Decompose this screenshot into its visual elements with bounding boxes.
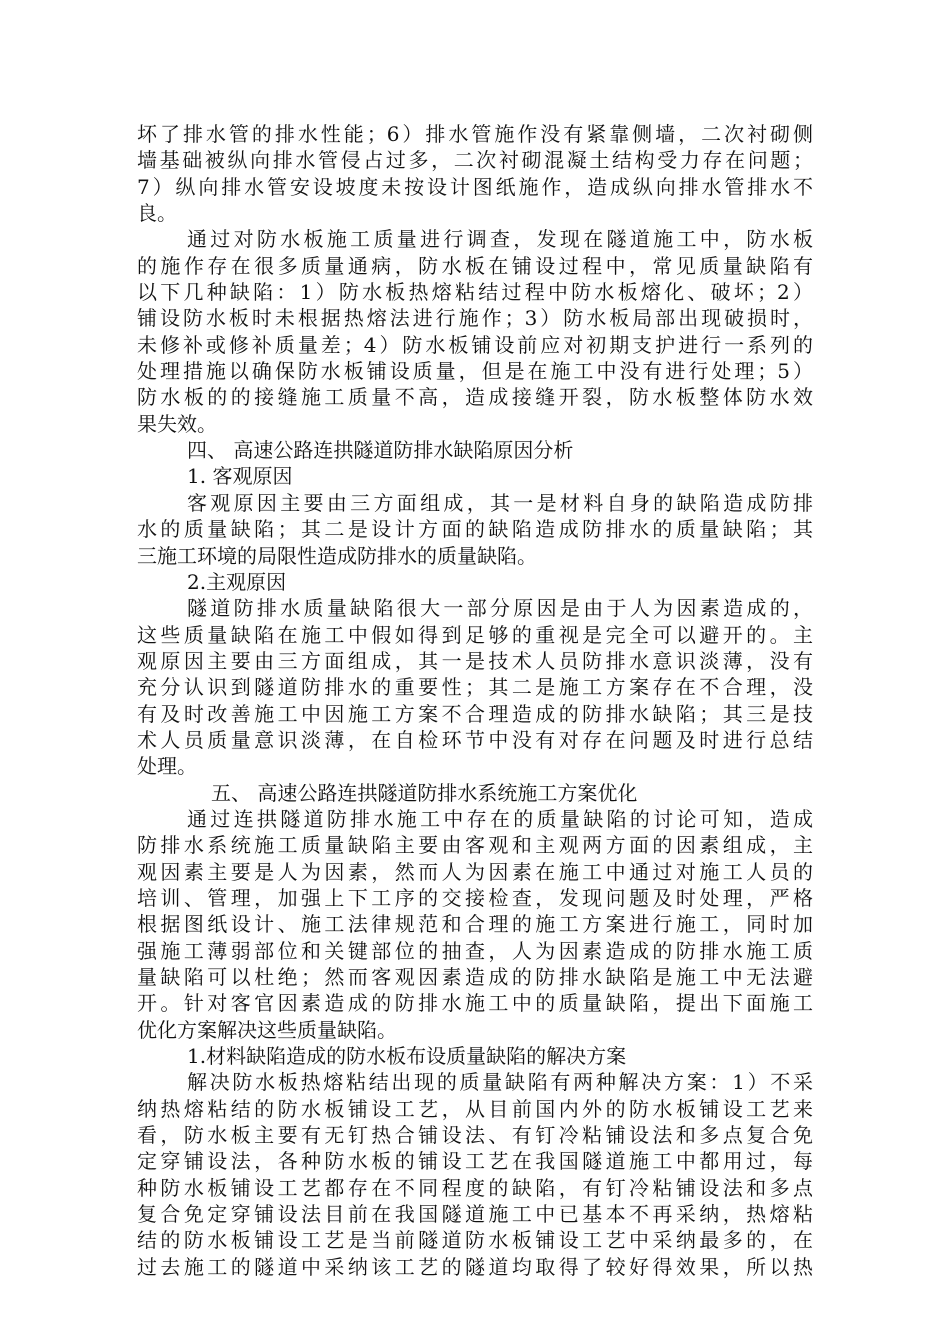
text-line: 隧道防排水质量缺陷很大一部分原因是由于人为因素造成的， bbox=[187, 596, 813, 621]
text-line: 观原因主要由三方面组成，其一是技术人员防排水意识淡薄，没有 bbox=[137, 648, 813, 673]
text-line: 这些质量缺陷在施工中假如得到足够的重视是完全可以避开的。主 bbox=[137, 622, 813, 647]
text-line: 未修补或修补质量差；4）防水板铺设前应对初期支护进行一系列的 bbox=[137, 332, 813, 357]
text-line: 坏了排水管的排水性能；6）排水管施作没有紧靠侧墙，二次衬砌侧 bbox=[137, 122, 813, 146]
text-line: 防排水系统施工质量缺陷主要由客观和主观两方面的因素组成，主 bbox=[137, 833, 813, 858]
text-line: 充分认识到隧道防排水的重要性；其二是施工方案存在不合理，没 bbox=[137, 675, 813, 700]
text-line: 2.主观原因 bbox=[187, 569, 287, 594]
text-line: 良。 bbox=[137, 201, 177, 226]
text-line: 客观原因主要由三方面组成，其一是材料自身的缺陷造成防排 bbox=[187, 490, 813, 515]
document-page bbox=[137, 121, 813, 1280]
text-line: 有及时改善施工中因施工方案不合理造成的防排水缺陷；其三是技 bbox=[137, 701, 813, 726]
text-line: 复合免定穿铺设法目前在我国隧道施工中已基本不再采纳，热熔粘 bbox=[137, 1202, 813, 1227]
text-line: 结的防水板铺设工艺是当前隧道防水板铺设工艺中采纳最多的，在 bbox=[137, 1228, 813, 1253]
text-line: 术人员质量意识淡薄，在自检环节中没有对存在问题及时进行总结 bbox=[137, 727, 813, 752]
text-line: 果失效。 bbox=[137, 411, 217, 436]
text-line: 7）纵向排水管安设坡度未按设计图纸施作，造成纵向排水管排水不 bbox=[137, 174, 813, 199]
text-line: 观因素主要是人为因素，然而人为因素在施工中通过对施工人员的 bbox=[137, 859, 813, 884]
text-line: 处理措施以确保防水板铺设质量，但是在施工中没有进行处理；5） bbox=[137, 359, 813, 384]
text-line: 铺设防水板时未根据热熔法进行施作；3）防水板局部出现破损时， bbox=[137, 306, 813, 331]
text-line: 防水板的的接缝施工质量不高，造成接缝开裂，防水板整体防水效 bbox=[137, 385, 813, 410]
text-line: 通过对防水板施工质量进行调查，发现在隧道施工中，防水板 bbox=[187, 227, 813, 252]
text-line: 看，防水板主要有无钉热合铺设法、有钉冷粘铺设法和多点复合免 bbox=[137, 1123, 813, 1148]
text-line: 开。针对客官因素造成的防排水施工中的质量缺陷，提出下面施工 bbox=[137, 991, 813, 1016]
text-line: 过去施工的隧道中采纳该工艺的隧道均取得了较好得效果，所以热 bbox=[137, 1254, 813, 1279]
text-line: 水的质量缺陷；其二是设计方面的缺陷造成防排水的质量缺陷；其 bbox=[137, 517, 813, 542]
text-line: 种防水板铺设工艺都存在不同程度的缺陷，有钉冷粘铺设法和多点 bbox=[137, 1175, 813, 1200]
text-line: 三施工环境的局限性造成防排水的质量缺陷。 bbox=[137, 543, 537, 568]
text-line: 优化方案解决这些质量缺陷。 bbox=[137, 1017, 397, 1042]
text-line: 处理。 bbox=[137, 754, 197, 779]
text-line: 纳热熔粘结的防水板铺设工艺，从目前国内外的防水板铺设工艺来 bbox=[137, 1096, 813, 1121]
text-line: 1. 客观原因 bbox=[187, 464, 293, 489]
text-line: 以下几种缺陷：1）防水板热熔粘结过程中防水板熔化、破坏；2） bbox=[137, 280, 813, 305]
text-line: 五、 高速公路连拱隧道防排水系统施工方案优化 bbox=[211, 780, 638, 805]
text-line: 墙基础被纵向排水管侵占过多，二次衬砌混凝土结构受力存在问题； bbox=[137, 148, 813, 173]
text-line: 的施作存在很多质量通病，防水板在铺设过程中，常见质量缺陷有 bbox=[137, 253, 813, 278]
text-line: 四、 高速公路连拱隧道防排水缺陷原因分析 bbox=[187, 438, 574, 463]
text-line: 定穿铺设法，各种防水板的铺设工艺在我国隧道施工中都用过，每 bbox=[137, 1149, 813, 1174]
text-line: 强施工薄弱部位和关键部位的抽查，人为因素造成的防排水施工质 bbox=[137, 938, 813, 963]
text-line: 通过连拱隧道防排水施工中存在的质量缺陷的讨论可知，造成 bbox=[187, 806, 813, 831]
text-line: 解决防水板热熔粘结出现的质量缺陷有两种解决方案：1）不采 bbox=[187, 1070, 813, 1095]
text-line: 1.材料缺陷造成的防水板布设质量缺陷的解决方案 bbox=[187, 1044, 627, 1069]
text-line: 量缺陷可以杜绝；然而客观因素造成的防排水缺陷是施工中无法避 bbox=[137, 965, 813, 989]
text-line: 根据图纸设计、施工法律规范和合理的施工方案进行施工，同时加 bbox=[137, 912, 813, 937]
text-line: 培训、管理，加强上下工序的交接检查，发现问题及时处理，严格 bbox=[137, 885, 813, 910]
